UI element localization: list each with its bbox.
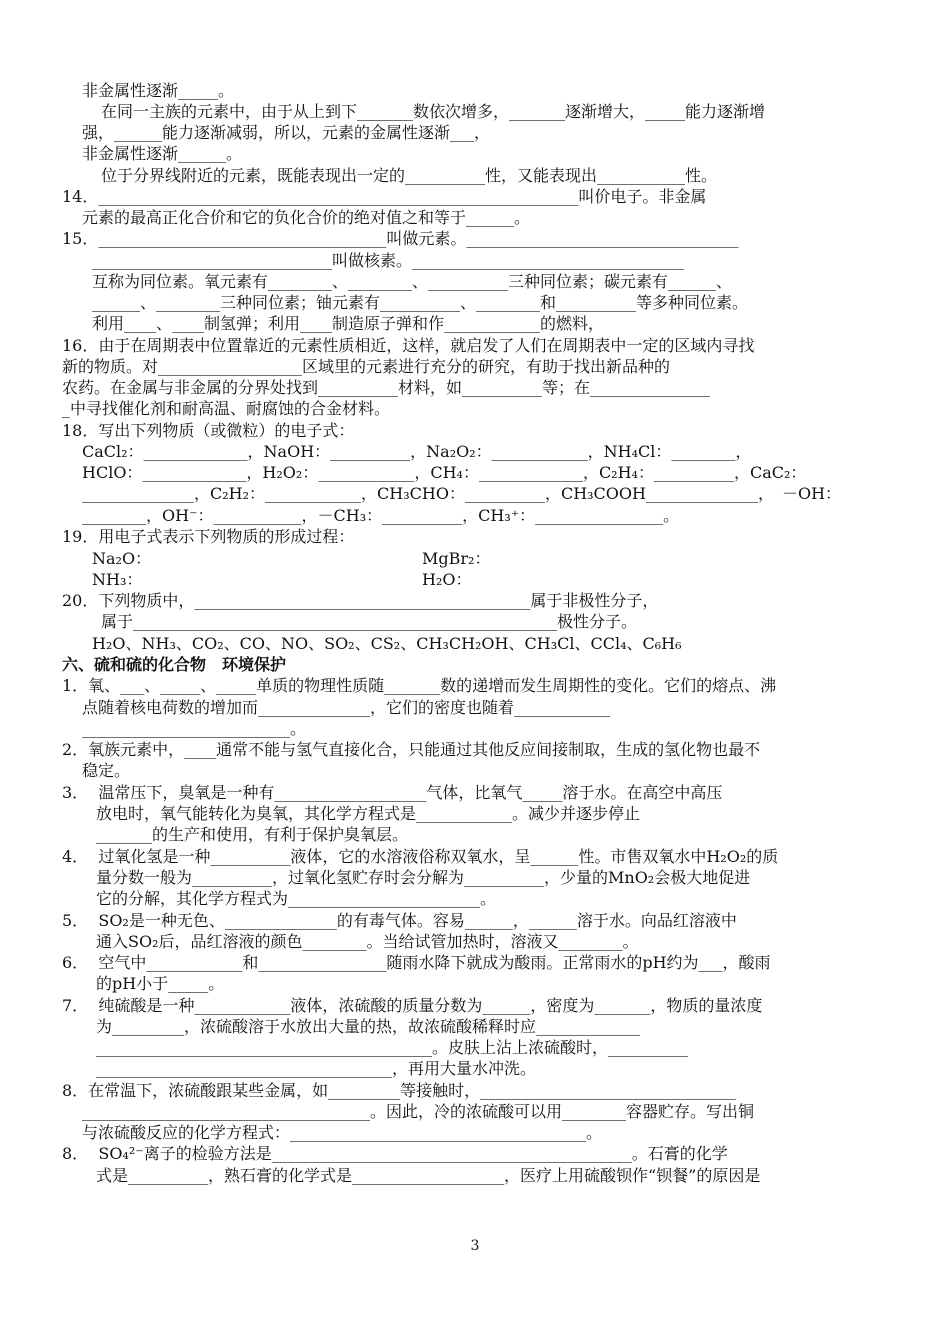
- text-line: 利用____、____制氢弹；利用____制造原子弹和作____________的燃料，: [92, 314, 605, 333]
- text-line: 非金属性逐渐______。: [82, 144, 243, 163]
- text-line: NH₃：: [92, 570, 143, 589]
- text-line: CaCl₂：_____________，NaOH：__________，Na₂O₂：____________，NH₄Cl：________，: [82, 442, 752, 461]
- text-line: 7． 纯硫酸是一种____________液体，浓硫酸的质量分数为______，密度为_______，物质的量浓度: [62, 996, 763, 1015]
- text-line: 20．下列物质中，__________________________________________属于非极性分子，: [62, 591, 659, 610]
- text-line: H₂O、NH₃、CO₂、CO、NO、SO₂、CS₂、CH₃CH₂OH、CH₃Cl、CCl₄、C₆H₆: [92, 634, 682, 653]
- text-line: 通入SO₂后，品红溶液的颜色________。当给试管加热时，溶液又________。: [96, 932, 639, 951]
- text-line: 它的分解，其化学方程式为________________________。: [96, 889, 497, 908]
- text-line: 6． 空气中____________和________________随雨水降下就成为酸雨。正常雨水的pH约为___，酸雨: [62, 953, 771, 972]
- text-line: 量分数一般为__________，过氧化氢贮存时会分解为__________，少量的MnO₂会极大地促进: [96, 868, 751, 887]
- text-line: 的pH小于_____。: [96, 974, 225, 993]
- text-line: 互称为同位素。氧元素有________、________、__________三种同位素；碳元素有______、: [92, 272, 733, 291]
- text-line: 式是__________，熟石膏的化学式是___________________，医疗上用硫酸钡作“钡餐”的原因是: [96, 1166, 761, 1185]
- text-line: 在同一主族的元素中，由于从上到下_______数依次增多，_______逐渐增大，_____能力逐渐增: [101, 102, 766, 121]
- page-number: 3: [470, 1238, 480, 1254]
- text-line: MgBr₂：: [422, 549, 491, 568]
- text-line: ______________，C₂H₂：____________，CH₃CHO：__________，CH₃COOH______________， －OH：: [82, 484, 842, 503]
- text-line: 14．____________________________________________________________叫价电子。非金属: [62, 187, 707, 206]
- text-line: 1．氧、___、_____、_____单质的物理性质随_______数的递增而发生周期性的变化。它们的熔点、沸: [62, 676, 777, 695]
- text-line: 点随着核电荷数的增加而______________，它们的密度也随着____________: [82, 698, 611, 717]
- text-line: 强，______能力逐渐减弱，所以，元素的金属性逐渐___，: [82, 123, 491, 142]
- text-line: ______________________________叫做核素。__________________________________: [92, 251, 685, 270]
- text-line: Na₂O：: [92, 549, 152, 568]
- text-line: 位于分界线附近的元素，既能表现出一定的__________性，又能表现出___________性。: [101, 166, 718, 185]
- text-line: 8． SO₄²⁻离子的检验方法是_____________________________________________。石膏的化学: [62, 1144, 728, 1163]
- text-line: _____________________________________，再用大量水冲洗。: [96, 1059, 537, 1078]
- text-line: __________________________。: [82, 719, 307, 738]
- text-line: 稳定。: [82, 761, 131, 780]
- text-line: 5． SO₂是一种无色、______________的有毒气体。容易______，______溶于水。向品红溶液中: [62, 911, 737, 930]
- text-line: 3． 温常压下，臭氧是一种有___________________气体，比氧气_____溶于水。在高空中高压: [62, 783, 723, 802]
- text-line: 为_________，浓硫酸溶于水放出大量的热，故浓硫酸稀释时应_____________: [96, 1017, 641, 1036]
- text-line: 15．____________________________________叫做元素。__________________________________: [62, 229, 739, 248]
- section-heading: 六、硫和硫的化合物 环境保护: [62, 655, 287, 674]
- text-line: 19．用电子式表示下列物质的形成过程：: [62, 527, 355, 546]
- text-line: 放电时，氧气能转化为臭氧，其化学方程式是____________。减少并逐步停止: [96, 804, 641, 823]
- text-line: _中寻找催化剂和耐高温、耐腐蚀的合金材料。: [62, 399, 391, 418]
- text-line: HClO：_____________，H₂O₂：____________，CH₄：_____________，C₂H₄：__________，CaC₂：: [82, 463, 807, 482]
- text-line: 属于_____________________________________________________极性分子。: [101, 612, 638, 631]
- text-line: 8．在常温下，浓硫酸跟某些金属，如_________等接触时，________________________________: [62, 1081, 737, 1100]
- text-line: 元素的最高正化合价和它的负化合价的绝对值之和等于______。: [82, 208, 531, 227]
- text-line: __________________________________________。皮肤上沾上浓硫酸时，__________: [96, 1038, 689, 1057]
- text-line: 2．氧族元素中，____通常不能与氢气直接化合，只能通过其他反应间接制取，生成的氢化物也最不: [62, 740, 761, 759]
- text-line: H₂O：: [422, 570, 472, 589]
- text-line: ______、________三种同位素；铀元素有__________、________和__________等多种同位素。: [92, 293, 749, 312]
- text-line: 新的物质。对__________________区域里的元素进行充分的研究，有助于找出新品种的: [62, 357, 671, 376]
- text-line: ____________________________________。因此，冷的浓硫酸可以用________容器贮存。写出铜: [82, 1102, 755, 1121]
- text-line: ________，OH⁻：___________，－CH₃：__________，CH₃⁺：________________。: [82, 506, 680, 525]
- text-line: 与浓硫酸反应的化学方程式：_____________________________________。: [82, 1123, 603, 1142]
- text-line: 16．由于在周期表中位置靠近的元素性质相近，这样，就启发了人们在周期表中一定的区域内寻找: [62, 336, 755, 355]
- text-line: _______的生产和使用，有利于保护臭氧层。: [96, 825, 409, 844]
- text-line: 18．写出下列物质（或微粒）的电子式：: [62, 421, 355, 440]
- text-line: 4． 过氧化氢是一种__________液体，它的水溶液俗称双氧水，呈______性。市售双氧水中H₂O₂的质: [62, 847, 779, 866]
- text-line: 非金属性逐渐_____。: [82, 81, 235, 100]
- text-line: 农药。在金属与非金属的分界处找到__________材料，如__________等；在_______________: [62, 378, 711, 397]
